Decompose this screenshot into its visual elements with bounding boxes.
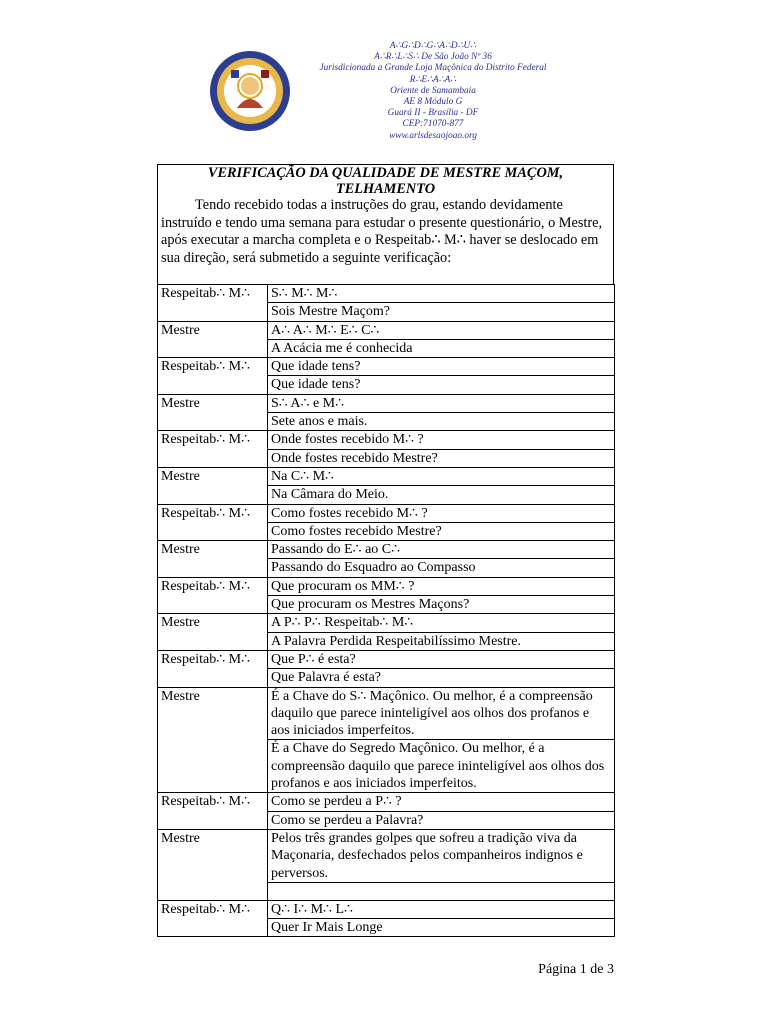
letterhead-line: Guará II - Brasília - DF xyxy=(387,108,479,119)
abbreviated-text-cell: Q∴ I∴ M∴ L∴ xyxy=(268,900,615,918)
full-text-cell: Sois Mestre Maçom? xyxy=(268,303,615,321)
intro-paragraph xyxy=(161,197,610,267)
full-text-cell: Como fostes recebido Mestre? xyxy=(268,522,615,540)
abbreviated-text-cell: S∴ M∴ M∴ xyxy=(268,285,615,303)
abbreviated-text-cell: Como se perdeu a P∴ ? xyxy=(268,793,615,811)
speaker-cell: Mestre xyxy=(158,541,268,578)
speaker-cell: Respeitab∴ M∴ xyxy=(158,504,268,541)
abbreviated-text-cell: Como fostes recebido M∴ ? xyxy=(268,504,615,522)
abbreviated-text-cell: A∴ A∴ M∴ E∴ C∴ xyxy=(268,321,615,339)
speaker-cell: Mestre xyxy=(158,467,268,504)
full-text-cell: Como se perdeu a Palavra? xyxy=(268,811,615,829)
table-row xyxy=(158,650,615,668)
abbreviated-text-cell: Pelos três grandes golpes que sofreu a tradição viva da Maçonaria, desfechados pelos companheiros indignos e perversos. xyxy=(268,829,615,882)
abbreviated-text-cell: A P∴ P∴ Respeitab∴ M∴ xyxy=(268,614,615,632)
table-row xyxy=(158,394,615,412)
full-text-cell: A Palavra Perdida Respeitabilíssimo Mestre. xyxy=(268,632,615,650)
speaker-cell: Mestre xyxy=(158,829,268,900)
speaker-cell: Respeitab∴ M∴ xyxy=(158,650,268,687)
letterhead xyxy=(205,38,575,146)
table-row xyxy=(158,687,615,740)
abbreviated-text-cell: Passando do E∴ ao C∴ xyxy=(268,541,615,559)
table-row xyxy=(158,577,615,595)
full-text-cell: Que procuram os Mestres Maçons? xyxy=(268,596,615,614)
table-row xyxy=(158,467,615,485)
full-text-cell: Passando do Esquadro ao Compasso xyxy=(268,559,615,577)
speaker-cell: Respeitab∴ M∴ xyxy=(158,431,268,468)
letterhead-line: R∴E∴A∴A∴ xyxy=(409,74,457,85)
speaker-cell: Mestre xyxy=(158,687,268,793)
letterhead-line: A∴R∴L∴S∴ De São João Nº 36 xyxy=(374,52,492,63)
abbreviated-text-cell: Que P∴ é esta? xyxy=(268,650,615,668)
abbreviated-text-cell: Onde fostes recebido M∴ ? xyxy=(268,431,615,449)
table-row xyxy=(158,541,615,559)
speaker-cell: Mestre xyxy=(158,321,268,358)
speaker-cell: Mestre xyxy=(158,614,268,651)
abbreviated-text-cell: Na C∴ M∴ xyxy=(268,467,615,485)
letterhead-line: AE 8 Módulo G xyxy=(403,97,463,108)
full-text-cell: Na Câmara do Meio. xyxy=(268,486,615,504)
speaker-cell: Respeitab∴ M∴ xyxy=(158,285,268,322)
abbreviated-text-cell: Que procuram os MM∴ ? xyxy=(268,577,615,595)
letterhead-line: A∴G∴D∴G∴A∴D∴U∴ xyxy=(389,41,477,51)
speaker-cell: Respeitab∴ M∴ xyxy=(158,577,268,614)
table-row xyxy=(158,321,615,339)
full-text-cell: Que idade tens? xyxy=(268,376,615,394)
document-title xyxy=(158,165,613,197)
full-text-cell xyxy=(268,882,615,900)
letterhead-line: Jurisdicionada a Grande Loja Maçônica do Distrito Federal xyxy=(319,63,547,74)
full-text-cell: É a Chave do Segredo Maçônico. Ou melhor, é a compreensão daquilo que parece ininteligível aos olhos dos profanos e aos iniciados imperfeitos. xyxy=(268,740,615,793)
lodge-seal-logo xyxy=(209,50,291,132)
table-row xyxy=(158,900,615,918)
speaker-cell: Respeitab∴ M∴ xyxy=(158,900,268,937)
letterhead-line: www.arlsdesaojoao.org xyxy=(389,130,477,141)
table-row xyxy=(158,504,615,522)
table-row xyxy=(158,285,615,303)
abbreviated-text-cell: Que idade tens? xyxy=(268,358,615,376)
table-row xyxy=(158,431,615,449)
table-row xyxy=(158,793,615,811)
table-row xyxy=(158,614,615,632)
intro-text: Tendo recebido todas a instruções do grau, estando devidamente instruído e tendo uma semana para estudar o presente questionário, o Mestre, após executar a marcha completa e o Respeitab∴ M∴ haver se deslocado em sua direção, será submetido a seguinte verificação: xyxy=(161,197,603,266)
page-number: Página 1 de 3 xyxy=(538,962,614,977)
letterhead-line: CEP:71070-877 xyxy=(402,119,464,130)
qa-table xyxy=(157,284,615,937)
full-text-cell: Onde fostes recebido Mestre? xyxy=(268,449,615,467)
full-text-cell: Sete anos e mais. xyxy=(268,413,615,431)
full-text-cell: Que Palavra é esta? xyxy=(268,669,615,687)
letterhead-line: Oriente de Samambaia xyxy=(390,85,476,96)
title-line-2: TELHAMENTO xyxy=(335,181,436,197)
table-row xyxy=(158,358,615,376)
intro-box xyxy=(157,164,614,285)
full-text-cell: Quer Ir Mais Longe xyxy=(268,919,615,937)
full-text-cell: A Acácia me é conhecida xyxy=(268,339,615,357)
abbreviated-text-cell: S∴ A∴ e M∴ xyxy=(268,394,615,412)
abbreviated-text-cell: É a Chave do S∴ Maçônico. Ou melhor, é a compreensão daquilo que parece ininteligível aos olhos dos profanos e aos iniciados imperfeitos. xyxy=(268,687,615,740)
lodge-address-block xyxy=(293,41,573,142)
speaker-cell: Respeitab∴ M∴ xyxy=(158,358,268,395)
speaker-cell: Mestre xyxy=(158,394,268,431)
speaker-cell: Respeitab∴ M∴ xyxy=(158,793,268,830)
table-row xyxy=(158,829,615,882)
title-line-1: VERIFICAÇÃO DA QUALIDADE DE MESTRE MAÇOM, xyxy=(207,165,564,181)
